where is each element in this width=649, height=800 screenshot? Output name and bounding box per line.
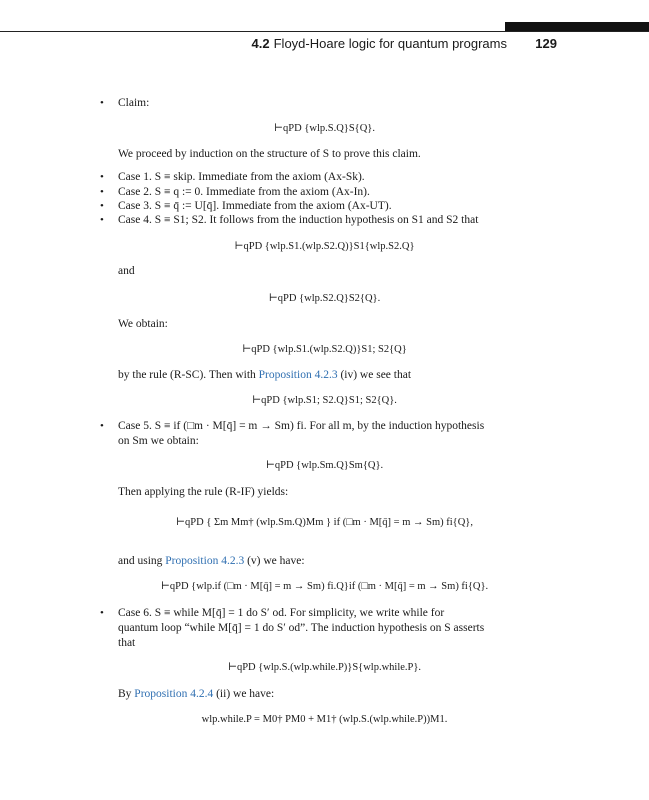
equation-text: wlp.while.P = M0† PM0 + M1† (wlp.S.(wlp.while.P))M1. — [201, 714, 448, 725]
text-span: By — [118, 688, 135, 700]
rif-text: Then applying the rule (R-IF) yields: — [118, 486, 289, 498]
case-6-line3: that — [118, 637, 136, 649]
header-rule — [0, 31, 649, 32]
equation-case5b — [0, 516, 649, 528]
equation-case4a — [0, 240, 649, 252]
equation-text: ⊢qPD {wlp.S1.(wlp.S2.Q)}S1; S2{Q} — [242, 344, 407, 355]
section-number: 4.2 — [251, 36, 270, 51]
running-header — [0, 36, 557, 54]
bullet: • — [100, 186, 104, 198]
page-number: 129 — [535, 36, 557, 51]
proposition-4-2-3-link[interactable]: Proposition 4.2.3 — [165, 555, 245, 567]
case-3: Case 3. S ≡ q̄ := U[q̄]. Immediate from the axiom (Ax-UT). — [118, 200, 392, 212]
bullet: • — [100, 214, 104, 226]
text-span: (iv) we see that — [337, 369, 412, 381]
equation-text: ⊢qPD {wlp.if (□m · M[q̄] = m → Sm) fi.Q}if (□m · M[q̄] = m → Sm) fi{Q}. — [160, 581, 489, 592]
text-span: (v) we have: — [244, 555, 305, 567]
equation-case6a — [0, 661, 649, 673]
text-span: by the rule (R-SC). Then with — [118, 369, 259, 381]
section-heading — [252, 36, 507, 51]
using-prop-text — [118, 554, 518, 569]
rule-rsc-text — [118, 368, 518, 383]
case-2: Case 2. S ≡ q := 0. Immediate from the axiom (Ax-In). — [118, 186, 370, 198]
case-4: Case 4. S ≡ S1; S2. It follows from the induction hypothesis on S1 and S2 that — [118, 214, 479, 226]
and-label: and — [118, 265, 135, 277]
text-span: (ii) we have: — [213, 688, 275, 700]
equation-case6b — [0, 714, 649, 725]
claim-label: Claim: — [118, 97, 150, 109]
equation-text: ⊢qPD {wlp.S1.(wlp.S2.Q)}S1{wlp.S2.Q} — [234, 241, 415, 252]
equation-text: ⊢qPD {wlp.S.Q}S{Q}. — [274, 123, 375, 134]
equation-case4b — [0, 292, 649, 304]
bullet: • — [100, 171, 104, 183]
section-title: Floyd-Hoare logic for quantum programs — [273, 36, 507, 51]
bullet: • — [100, 420, 104, 432]
equation-text: ⊢qPD {wlp.Sm.Q}Sm{Q}. — [265, 460, 384, 471]
equation-case4c — [0, 343, 649, 355]
proposition-4-2-3-link[interactable]: Proposition 4.2.3 — [258, 369, 338, 381]
bullet: • — [100, 607, 104, 619]
text-span: and using — [118, 555, 166, 567]
equation-text: ⊢qPD {wlp.S1; S2.Q}S1; S2{Q}. — [252, 395, 397, 406]
case-6-line2: quantum loop “while M[q̄] = 1 do S′ od”. The induction hypothesis on S asserts — [118, 622, 485, 634]
equation-text: ⊢qPD { Σm Mm† (wlp.Sm.Q)Mm } if (□m · M[q̄] = m → Sm) fi{Q}, — [176, 517, 473, 528]
equation-case5a — [0, 459, 649, 471]
proposition-4-2-4-link[interactable]: Proposition 4.2.4 — [134, 688, 214, 700]
case-6-line1: Case 6. S ≡ while M[q̄] = 1 do S′ od. For simplicity, we write while for — [118, 607, 445, 619]
induction-intro: We proceed by induction on the structure of S to prove this claim. — [118, 148, 421, 160]
by-prop-text — [118, 687, 518, 702]
obtain-label: We obtain: — [118, 318, 168, 330]
case-5-line1: Case 5. S ≡ if (□m · M[q̄] = m → Sm) fi. For all m, by the induction hypothesis — [118, 420, 485, 432]
equation-text: ⊢qPD {wlp.S2.Q}S2{Q}. — [268, 293, 381, 304]
equation-claim — [0, 122, 649, 134]
equation-case4d — [0, 394, 649, 406]
case-1: Case 1. S ≡ skip. Immediate from the axiom (Ax-Sk). — [118, 171, 365, 183]
equation-text: ⊢qPD {wlp.S.(wlp.while.P)}S{wlp.while.P}. — [227, 662, 422, 673]
equation-case5c — [0, 580, 649, 592]
bullet: • — [100, 200, 104, 212]
case-5-line2: on Sm we obtain: — [118, 435, 199, 447]
bullet: • — [100, 97, 104, 109]
